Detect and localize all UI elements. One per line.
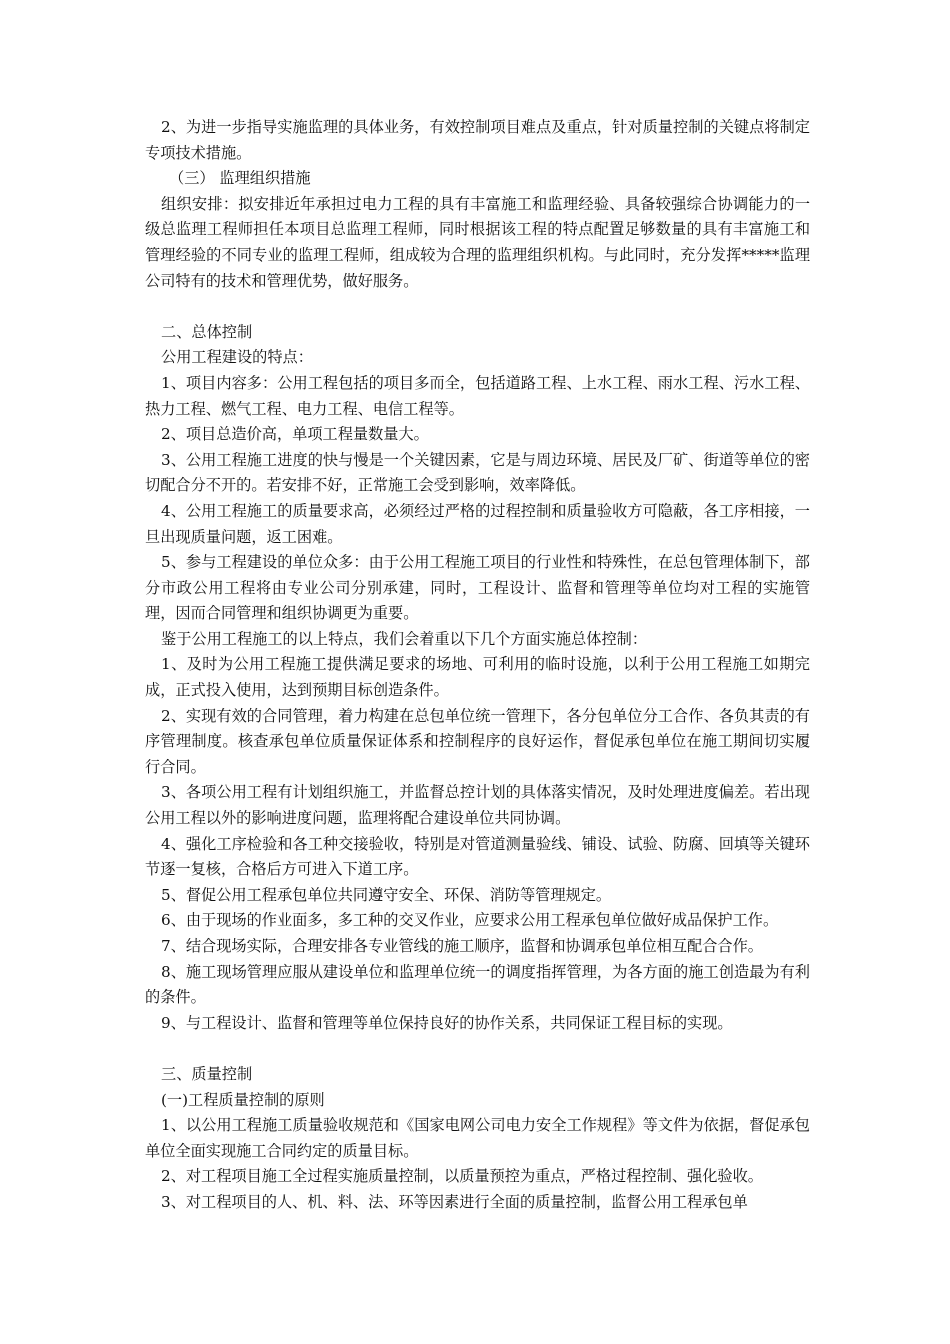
paragraph-measures-intro: 鉴于公用工程施工的以上特点，我们会着重以下几个方面实施总体控制：: [161, 629, 647, 648]
list-item-measure: 8、施工现场管理应服从建设单位和监理单位统一的调度指挥管理，为各方面的施工创造最为有利的条件。: [145, 962, 810, 1007]
list-item-measure: 4、强化工序检验和各工种交接验收，特别是对管道测量验线、铺设、试验、防腐、回填等关键环节逐一复核，合格后方可进入下道工序。: [145, 834, 810, 879]
list-item-measure: 7、结合现场实际，合理安排各专业管线的施工顺序，监督和协调承包单位相互配合合作。: [161, 937, 763, 955]
blank-line: [145, 294, 810, 320]
paragraph-supervision-item-2: 2、为进一步指导实施监理的具体业务，有效控制项目难点及重点，针对质量控制的关键点将制定专项技术措施。: [145, 118, 810, 162]
list-item-quality: 2、对工程项目施工全过程实施质量控制，以质量预控为重点，严格过程控制、强化验收。: [161, 1167, 763, 1186]
paragraph-features-intro: 公用工程建设的特点：: [161, 348, 313, 367]
heading-quality-control: 三、质量控制: [161, 1064, 253, 1083]
list-item-measure: 2、实现有效的合同管理，着力构建在总包单位统一管理下，各分包单位分工合作、各负其责的有序管理制度。核查承包单位质量保证体系和控制程序的良好运作，督促承包单位在施工期间切实履行合同。: [145, 706, 810, 776]
list-item-feature: 1、项目内容多：公用工程包括的项目多而全，包括道路工程、上水工程、雨水工程、污水工程、热力工程、燃气工程、电力工程、电信工程等。: [145, 373, 810, 418]
list-item-measure: 3、各项公用工程有计划组织施工，并监督总控计划的具体落实情况，及时处理进度偏差。若出现公用工程以外的影响进度问题，监理将配合建设单位共同协调。: [145, 783, 810, 828]
list-item-measure: 9、与工程设计、监督和管理等单位保持良好的协作关系，共同保证工程目标的实现。: [161, 1013, 733, 1032]
list-item-feature: 5、参与工程建设的单位众多：由于公用工程施工项目的行业性和特殊性，在总包管理体制下，部分市政公用工程将由专业公司分别承建，同时，工程设计、监督和管理等单位均对工程的实施管理，因而合同管理和组织协调更为重要。: [145, 553, 810, 623]
list-item-measure: 5、督促公用工程承包单位共同遵守安全、环保、消防等管理规定。: [161, 885, 612, 904]
list-item-feature: 2、项目总造价高，单项工程量数量大。: [161, 425, 429, 444]
list-item-feature: 3、公用工程施工进度的快与慢是一个关键因素，它是与周边环境、居民及厂矿、街道等单位的密切配合分不开的。若安排不好，正常施工会受到影响，效率降低。: [145, 450, 810, 495]
paragraph-organization: 组织安排：拟安排近年承担过电力工程的具有丰富施工和监理经验、具备较强综合协调能力的一级总监理工程师担任本项目总监理工程师，同时根据该工程的特点配置足够数量的具有丰富施工和管理经验的不同专业的监理工程师，组成较为合理的监理组织机构。与此同时，充分发挥*****监理公司特有的技术和管理优势，做好服务。: [145, 194, 810, 290]
subheading-quality-principles: (一)工程质量控制的原则: [161, 1090, 325, 1109]
heading-overall-control: 二、总体控制: [161, 322, 253, 341]
blank-line: [145, 1036, 810, 1062]
list-item-quality: 1、以公用工程施工质量验收规范和《国家电网公司电力安全工作规程》等文件为依据，督促承包单位全面实现施工合同约定的质量目标。: [145, 1116, 810, 1160]
list-item-measure: 1、及时为公用工程施工提供满足要求的场地、可利用的临时设施，以利于公用工程施工如期完成，正式投入使用，达到预期目标创造条件。: [145, 655, 810, 700]
list-item-quality: 3、对工程项目的人、机、料、法、环等因素进行全面的质量控制，监督公用工程承包单: [161, 1192, 748, 1211]
document-page: [145, 115, 810, 1216]
list-item-measure: 6、由于现场的作业面多，多工种的交叉作业，应要求公用工程承包单位做好成品保护工作。: [161, 911, 779, 930]
heading-organization-measures: （三） 监理组织措施: [169, 169, 311, 188]
list-item-feature: 4、公用工程施工的质量要求高，必须经过严格的过程控制和质量验收方可隐蔽，各工序相接，一旦出现质量问题，返工困难。: [145, 501, 810, 546]
